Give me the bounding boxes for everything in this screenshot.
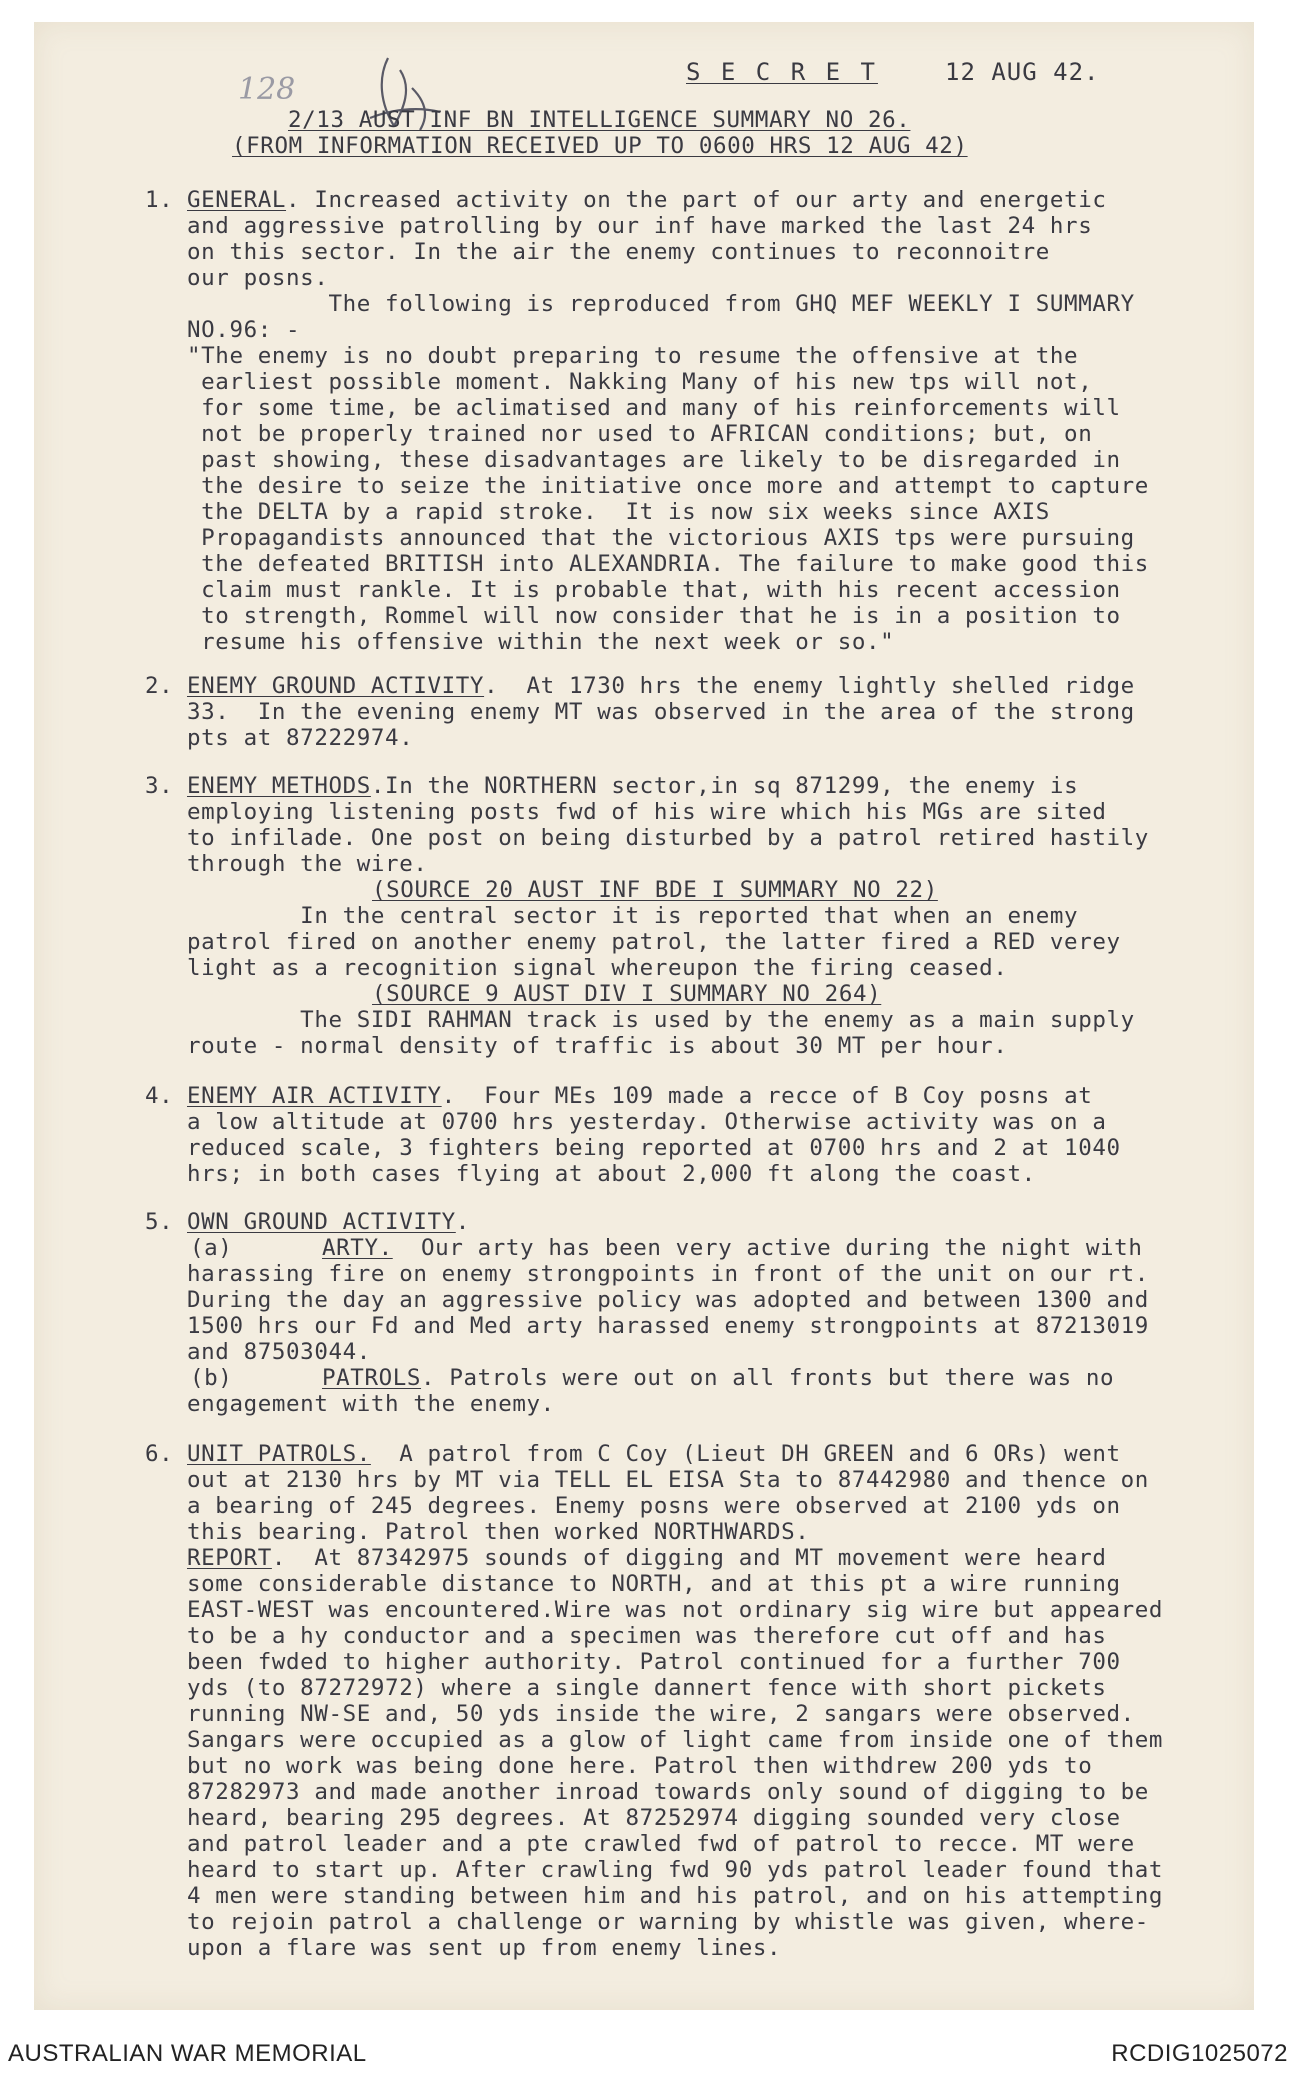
source-citation: (SOURCE 9 AUST DIV I SUMMARY NO 264)	[372, 981, 882, 1007]
quote-line: past showing, these disadvantages are likely to be disregarded in	[187, 447, 1121, 473]
quote-line: for some time, be aclimatised and many of his reinforcements will	[187, 395, 1121, 421]
section-5-line	[322, 1366, 1114, 1392]
section-6-line	[187, 1442, 1121, 1468]
section-6-line	[187, 1546, 1107, 1572]
report-line: EAST-WEST was encountered.Wire was not ordinary sig wire but appeared	[187, 1597, 1164, 1623]
document-subtitle: (FROM INFORMATION RECEIVED UP TO 0600 HRS 12 AUG 42)	[232, 133, 968, 159]
subsection-label: (b)	[190, 1365, 233, 1391]
section-1-line	[187, 188, 1107, 214]
section-number: 5.	[145, 1209, 174, 1235]
report-line: but no work was being done here. Patrol then withdrew 200 yds to	[187, 1753, 1093, 1779]
section-heading: OWN GROUND ACTIVITY	[187, 1209, 456, 1235]
section-1-line: NO.96: -	[187, 317, 301, 343]
quote-line: Propagandists announced that the victorious AXIS tps were pursuing	[187, 525, 1135, 551]
section-number: 6.	[145, 1441, 174, 1467]
section-2-line: 33. In the evening enemy MT was observed in the area of the strong	[187, 699, 1135, 725]
pencil-annotation: 128	[238, 72, 296, 107]
section-text: . Four MEs 109 made a recce of B Coy posns at	[441, 1083, 1093, 1109]
section-3-line: employing listening posts fwd of his wire which his MGs are sited	[187, 799, 1107, 825]
section-2-line	[187, 674, 1135, 700]
section-6-line: out at 2130 hrs by MT via TELL EL EISA Sta to 87442980 and thence on	[187, 1467, 1149, 1493]
subsection-label: (a)	[190, 1235, 233, 1261]
subsection-heading: PATROLS	[322, 1365, 422, 1391]
section-text: . Increased activity on the part of our arty and energetic	[286, 187, 1107, 213]
section-number: 2.	[145, 673, 174, 699]
section-3-line: through the wire.	[187, 851, 428, 877]
report-line: heard, bearing 295 degrees. At 87252974 digging sounded very close	[187, 1805, 1121, 1831]
quote-line: earliest possible moment. Nakking Many of his new tps will not,	[187, 369, 1093, 395]
report-line: Sangars were occupied as a glow of light came from inside one of them	[187, 1727, 1164, 1753]
quote-line: not be properly trained nor used to AFRICAN conditions; but, on	[187, 421, 1093, 447]
section-3-line: light as a recognition signal whereupon the firing ceased.	[187, 955, 1008, 981]
section-5-line: During the day an aggressive policy was adopted and between 1300 and	[187, 1287, 1149, 1313]
section-3-line: to infilade. One post on being disturbed by a patrol retired hastily	[187, 825, 1149, 851]
section-3-line: patrol fired on another enemy patrol, the latter fired a RED verey	[187, 929, 1121, 955]
document-date: 12 AUG 42.	[945, 58, 1100, 86]
section-4-line	[187, 1084, 1092, 1110]
report-line: upon a flare was sent up from enemy lines.	[187, 1935, 782, 1961]
section-text: . Patrols were out on all fronts but there was no	[421, 1365, 1115, 1391]
section-5-line: engagement with the enemy.	[187, 1391, 555, 1417]
quote-line: to strength, Rommel will now consider that he is in a position to	[187, 603, 1121, 629]
report-line: heard to start up. After crawling fwd 90 yds patrol leader found that	[187, 1857, 1164, 1883]
section-5-line	[187, 1210, 470, 1236]
quote-line: "The enemy is no doubt preparing to resume the offensive at the	[187, 343, 1079, 369]
section-1-line: The following is reproduced from GHQ MEF WEEKLY I SUMMARY	[187, 291, 1135, 317]
quote-line: resume his offensive within the next week or so."	[187, 629, 895, 655]
section-1-line: our posns.	[187, 265, 329, 291]
section-4-line: hrs; in both cases flying at about 2,000 ft along the coast.	[187, 1161, 1036, 1187]
section-1-line: and aggressive patrolling by our inf have marked the last 24 hrs	[187, 213, 1093, 239]
report-line: been fwded to higher authority. Patrol continued for a further 700	[187, 1649, 1121, 1675]
section-6-line: a bearing of 245 degrees. Enemy posns were observed at 2100 yds on	[187, 1493, 1121, 1519]
report-line: running NW-SE and, 50 yds inside the wire, 2 sangars were observed.	[187, 1701, 1135, 1727]
section-5-line: 1500 hrs our Fd and Med arty harassed enemy strongpoints at 87213019	[187, 1313, 1149, 1339]
section-5-line	[322, 1236, 1142, 1262]
section-3-line: The SIDI RAHMAN track is used by the enemy as a main supply	[187, 1007, 1135, 1033]
section-2-line: pts at 87222974.	[187, 725, 414, 751]
section-text: . At 1730 hrs the enemy lightly shelled ridge	[484, 673, 1135, 699]
section-heading: ENEMY METHODS	[187, 773, 371, 799]
section-1-line: on this sector. In the air the enemy continues to reconnoitre	[187, 239, 1050, 265]
section-3-line	[187, 774, 1078, 800]
subsection-heading: REPORT	[187, 1545, 272, 1571]
section-text: .	[455, 1209, 470, 1235]
section-heading: GENERAL	[187, 187, 287, 213]
document-title: 2/13 AUST INF BN INTELLIGENCE SUMMARY NO 26.	[288, 107, 911, 133]
section-number: 1.	[145, 187, 174, 213]
report-line: 4 men were standing between him and his patrol, and on his attempting	[187, 1883, 1164, 1909]
report-line: 87282973 and made another inroad towards only sound of digging to be	[187, 1779, 1149, 1805]
section-5-line: harassing fire on enemy strongpoints in front of the unit on our rt.	[187, 1261, 1149, 1287]
section-text: Our arty has been very active during the night with	[392, 1235, 1143, 1261]
section-3-line: In the central sector it is reported that when an enemy	[187, 903, 1079, 929]
section-heading: ENEMY GROUND ACTIVITY	[187, 673, 485, 699]
report-line: some considerable distance to NORTH, and at this pt a wire running	[187, 1571, 1121, 1597]
section-4-line: reduced scale, 3 fighters being reported at 0700 hrs and 2 at 1040	[187, 1135, 1121, 1161]
section-heading: ENEMY AIR ACTIVITY	[187, 1083, 442, 1109]
section-number: 3.	[145, 773, 174, 799]
section-number: 4.	[145, 1083, 174, 1109]
quote-line: the defeated BRITISH into ALEXANDRIA. The failure to make good this	[187, 551, 1149, 577]
report-line: to be a hy conductor and a specimen was therefore cut off and has	[187, 1623, 1107, 1649]
section-5-line: and 87503044.	[187, 1339, 371, 1365]
subsection-heading: ARTY.	[322, 1235, 393, 1261]
section-heading: UNIT PATROLS.	[187, 1441, 371, 1467]
footer-archive-name: AUSTRALIAN WAR MEMORIAL	[8, 2040, 367, 2067]
quote-line: the desire to seize the initiative once more and attempt to capture	[187, 473, 1149, 499]
footer-record-id: RCDIG1025072	[1111, 2040, 1288, 2067]
section-3-line: route - normal density of traffic is about 30 MT per hour.	[187, 1033, 1008, 1059]
section-text: .In the NORTHERN sector,in sq 871299, the enemy is	[370, 773, 1079, 799]
quote-line: claim must rankle. It is probable that, with his recent accession	[187, 577, 1121, 603]
classification-label: S E C R E T	[686, 58, 878, 86]
source-citation: (SOURCE 20 AUST INF BDE I SUMMARY NO 22)	[372, 877, 938, 903]
report-line: and patrol leader and a pte crawled fwd of patrol to recce. MT were	[187, 1831, 1135, 1857]
section-text: . At 87342975 sounds of digging and MT movement were heard	[271, 1545, 1107, 1571]
section-4-line: a low altitude at 0700 hrs yesterday. Otherwise activity was on a	[187, 1109, 1107, 1135]
quote-line: the DELTA by a rapid stroke. It is now six weeks since AXIS	[187, 499, 1050, 525]
report-line: to rejoin patrol a challenge or warning by whistle was given, where-	[187, 1909, 1149, 1935]
section-6-line: this bearing. Patrol then worked NORTHWARDS.	[187, 1519, 810, 1545]
section-text: A patrol from C Coy (Lieut DH GREEN and 6 ORs) went	[370, 1441, 1121, 1467]
report-line: yds (to 87272972) where a single dannert fence with short pickets	[187, 1675, 1107, 1701]
